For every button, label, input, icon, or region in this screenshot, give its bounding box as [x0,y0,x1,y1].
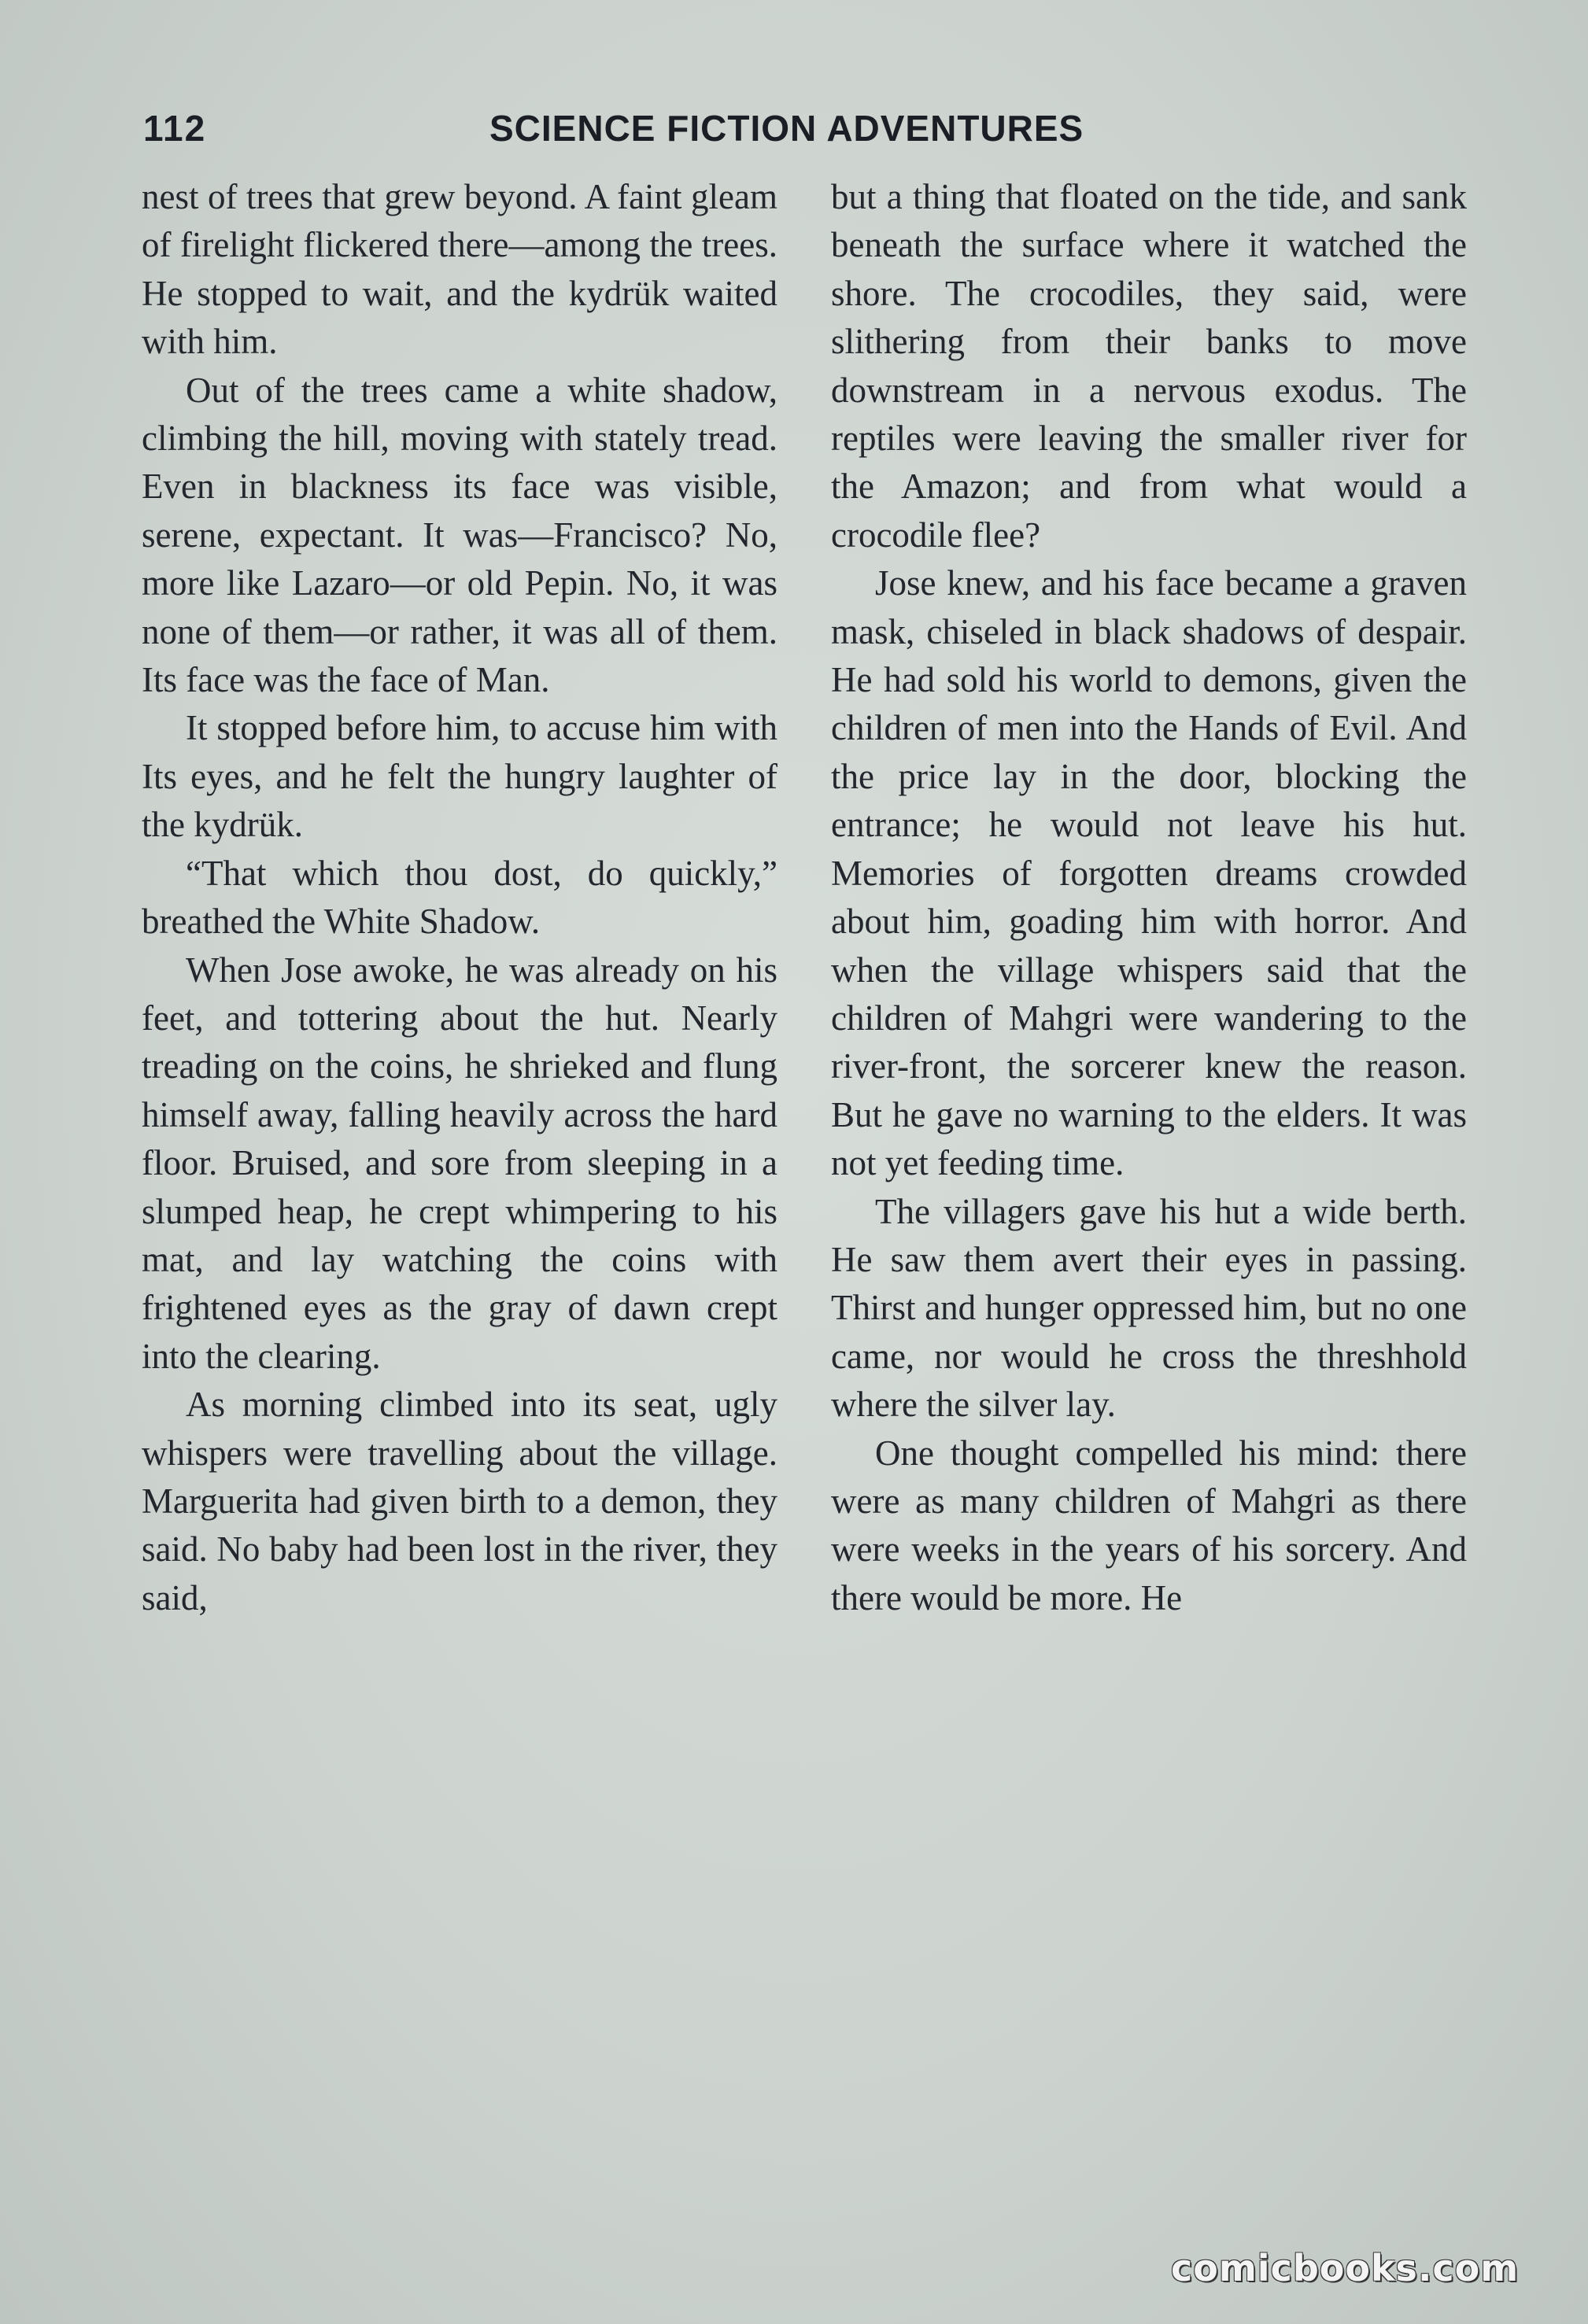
paragraph: When Jose awoke, he was already on his feet, and tottering about the hut. Nearly treading on the coins, he shrieked and flung himself away, falling heavily across the hard floor. Bruised, and sore from sleeping in a slumped heap, he crept whimpering to his mat, and lay watching the coins with frightened eyes as the gray of dawn crept into the clearing. [142,950,777,1376]
paragraph: One thought compelled his mind: there were as many children of Mahgri as there were weeks in the years of his sorcery. And there would be more. He [831,1433,1467,1618]
paragraph: but a thing that floated on the tide, and sank beneath the surface where it watched the shore. The crocodiles, they said, were slithering from their banks to move downstream in a nervous exodus. The reptiles were leaving the smaller river for the Amazon; and from what would a crocodile flee? [831,177,1467,555]
left-column [142,173,777,1622]
paragraph: As morning climbed into its seat, ugly whispers were travelling about the village. Marguerita had given birth to a demon, they said. No baby had been lost in the river, they said, [142,1385,777,1618]
paragraph: It stopped before him, to accuse him with Its eyes, and he felt the hungry laughter of the kydrük. [142,708,777,845]
running-header [143,107,1481,154]
paragraph: nest of trees that grew beyond. A faint gleam of firelight flickered there—among the trees. He stopped to wait, and the kydrük waited with him. [142,177,777,362]
paragraph: Jose knew, and his face became a graven mask, chiseled in black shadows of despair. He had sold his world to demons, given the children of men into the Hands of Evil. And the price lay in the door, blocking the entrance; he would not leave his hut. Memories of forgotten dreams crowded about him, goading him with horror. And when the village whispers said that the children of Mahgri were wandering to the river-front, the sorcerer knew the reason. But he gave no warning to the elders. It was not yet feeding time. [831,563,1467,1183]
right-column [831,173,1467,1622]
site-watermark: comicbooks.com [1171,2247,1520,2289]
page-number: 112 [143,108,207,149]
magazine-title: SCIENCE FICTION ADVENTURES [489,108,1084,149]
paragraph: “That which thou dost, do quickly,” breathed the White Shadow. [142,853,777,942]
paragraph: Out of the trees came a white shadow, climbing the hill, moving with stately tread. Even in blackness its face was visible, serene, expectant. It was—Francisco? No, more like Lazaro—or old Pepin. No, it was none of them—or rather, it was all of them. Its face was the face of Man. [142,370,777,700]
paragraph: The villagers gave his hut a wide berth. He saw them avert their eyes in passing. Thirst and hunger oppressed him, but no one came, nor would he cross the threshhold where the silver lay. [831,1191,1467,1425]
